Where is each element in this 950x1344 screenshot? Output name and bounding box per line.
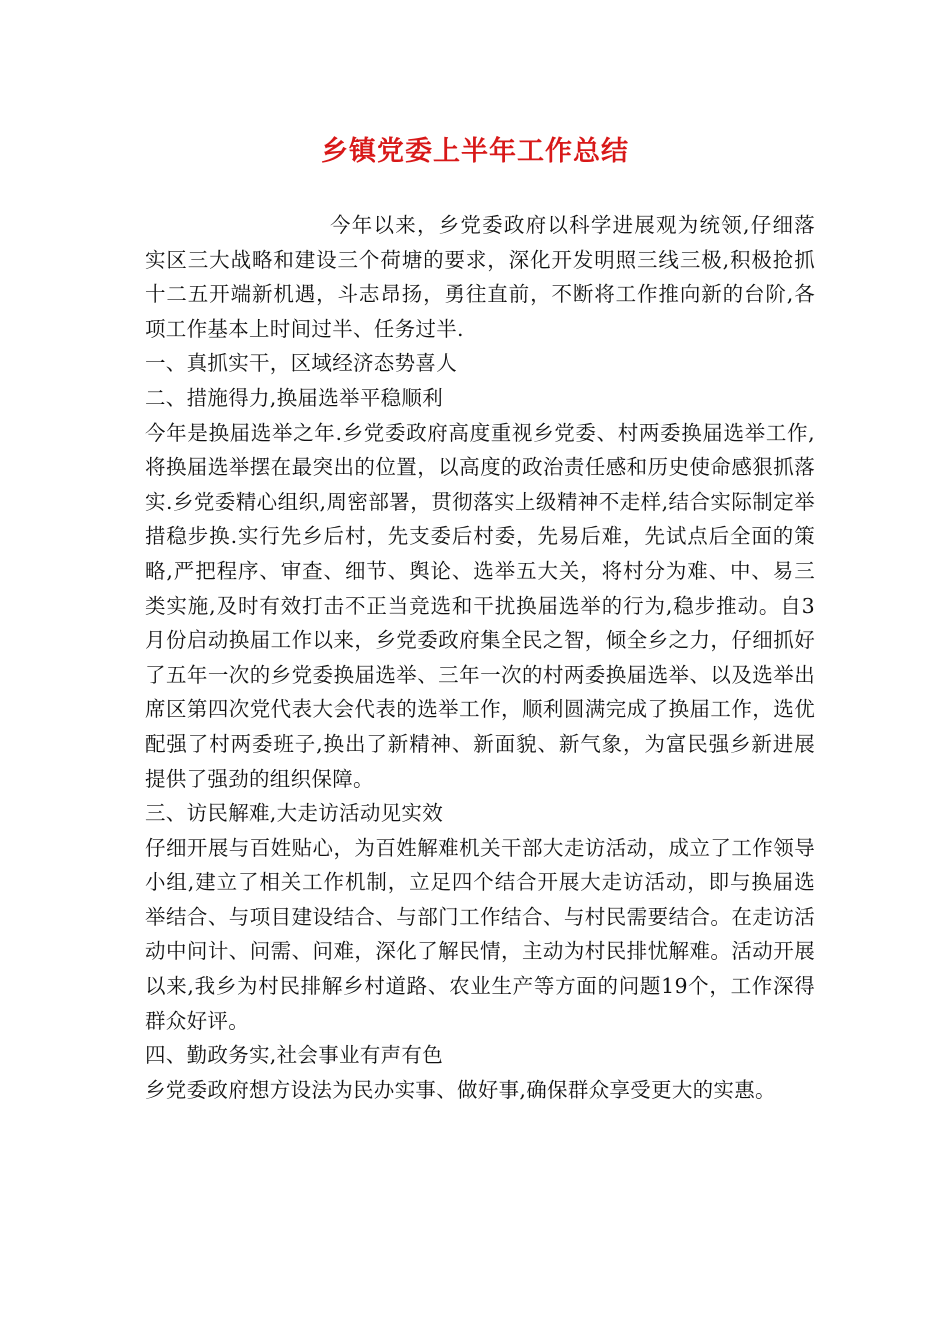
section-heading-4: 四、勤政务实,社会事业有声有色 xyxy=(145,1043,444,1068)
section-heading-2: 二、措施得力,换届选举平稳顺利 xyxy=(145,385,444,410)
intro-paragraph: 今年以来，乡党委政府以科学进展观为统领,仔细落实区三大战略和建设三个荷塘的要求，深化开发明照三线三极,积极抢抓十二五开端新机遇，斗志昂扬，勇往直前，不断将工作推向新的台阶,各项工作基本上时间过半、任务过半. xyxy=(145,213,815,341)
document-body xyxy=(145,208,815,1107)
section-3-paragraph: 仔细开展与百姓贴心，为百姓解难机关干部大走访活动，成立了工作领导小组,建立了相关工作机制，立足四个结合开展大走访活动，即与换届选举结合、与项目建设结合、与部门工作结合、与村民需要结合。在走访活动中问计、问需、问难，深化了解民情，主动为村民排忧解难。活动开展以来,我乡为村民排解乡村道路、农业生产等方面的问题19个，工作深得群众好评。 xyxy=(145,835,815,1033)
section-2-paragraph: 今年是换届选举之年.乡党委政府高度重视乡党委、村两委换届选举工作,将换届选举摆在最突出的位置，以高度的政治责任感和历史使命感狠抓落实.乡党委精心组织,周密部署，贯彻落实上级精神不走样,结合实际制定举措稳步换.实行先乡后村，先支委后村委，先易后难，先试点后全面的策略,严把程序、审查、细节、舆论、选举五大关，将村分为难、中、易三类实施,及时有效打击不正当竞选和干扰换届选举的行为,稳步推动。自3月份启动换届工作以来，乡党委政府集全民之智，倾全乡之力，仔细抓好了五年一次的乡党委换届选举、三年一次的村两委换届选举、以及选举出席区第四次党代表大会代表的选举工作，顺利圆满完成了换届工作，选优配强了村两委班子,换出了新精神、新面貌、新气象，为富民强乡新进展提供了强劲的组织保障。 xyxy=(145,420,815,791)
section-heading-3: 三、访民解难,大走访活动见实效 xyxy=(145,801,444,826)
document-title: 乡镇党委上半年工作总结 xyxy=(321,136,629,167)
section-heading-1: 一、真抓实干，区域经济态势喜人 xyxy=(145,351,457,376)
section-4-paragraph: 乡党委政府想方设法为民办实事、做好事,确保群众享受更大的实惠。 xyxy=(145,1077,776,1102)
